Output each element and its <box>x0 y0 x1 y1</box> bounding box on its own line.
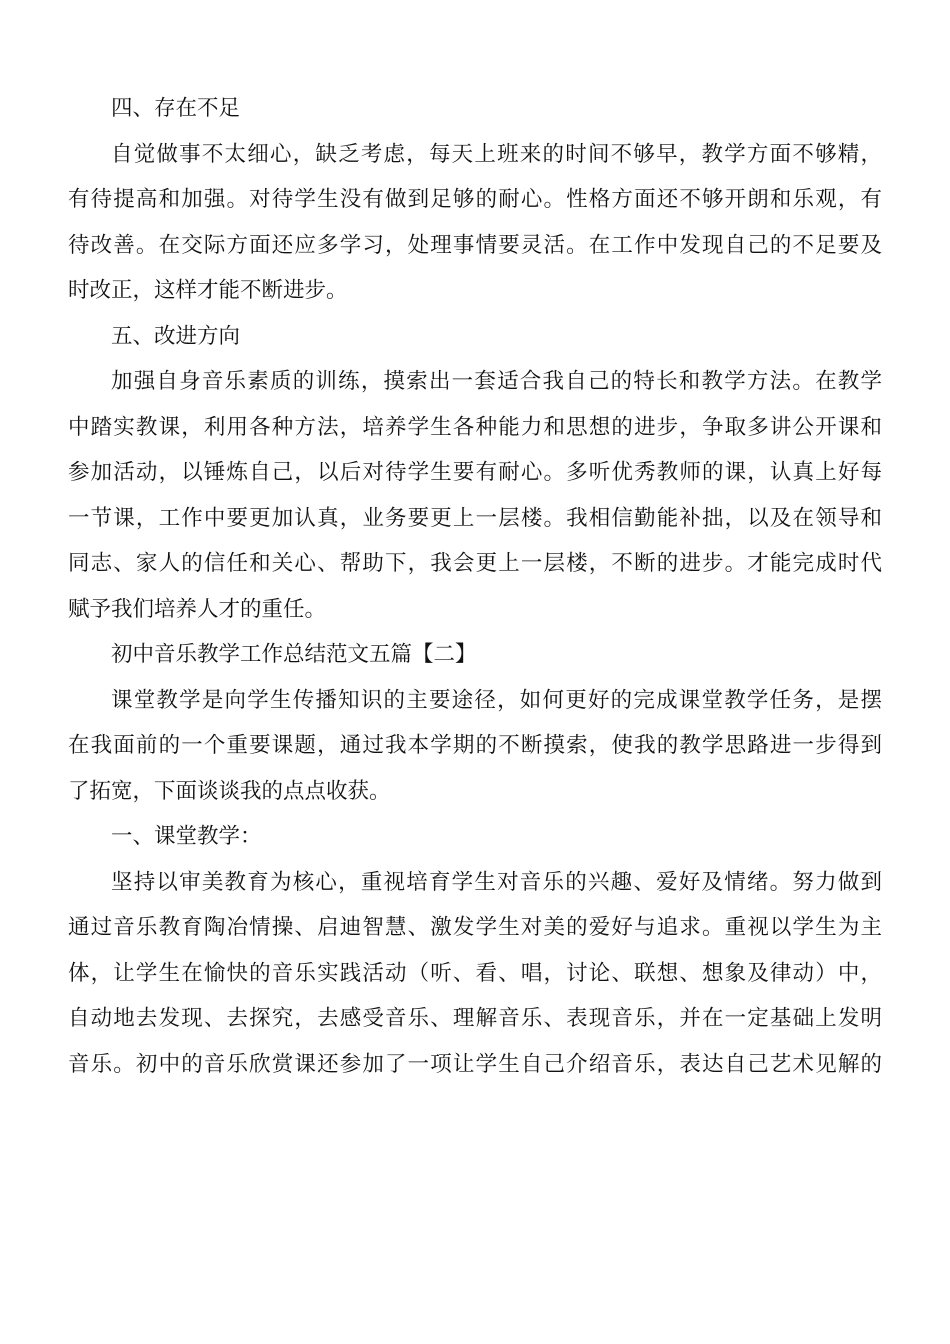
article-title-part-two: 初中音乐教学工作总结范文五篇【二】 <box>111 642 477 667</box>
paragraph-line: 中踏实教课，利用各种方法，培养学生各种能力和思想的进步，争取多讲公开课和 <box>68 414 882 440</box>
paragraph-line: 音乐。初中的音乐欣赏课还参加了一项让学生自己介绍音乐，表达自己艺术见解的 <box>68 1051 882 1077</box>
paragraph-line: 有待提高和加强。对待学生没有做到足够的耐心。性格方面还不够开朗和乐观，有 <box>68 187 882 212</box>
paragraph-line: 自觉做事不太细心，缺乏考虑，每天上班来的时间不够早，教学方面不够精， <box>111 141 882 167</box>
paragraph-line: 赋予我们培养人才的重任。 <box>68 596 327 622</box>
paragraph-improvement <box>68 359 882 632</box>
paragraph-line: 自动地去发现、去探究，去感受音乐、理解音乐、表现音乐，并在一定基础上发明 <box>68 1006 882 1031</box>
paragraph-line: 课堂教学是向学生传播知识的主要途径，如何更好的完成课堂教学任务，是摆 <box>111 687 882 713</box>
paragraph-line: 了拓宽，下面谈谈我的点点收获。 <box>68 778 391 804</box>
paragraph-shortcomings <box>68 132 882 314</box>
paragraph-line: 通过音乐教育陶冶情操、启迪智慧、激发学生对美的爱好与追求。重视以学生为主 <box>68 915 882 940</box>
paragraph-line: 加强自身音乐素质的训练，摸索出一套适合我自己的特长和教学方法。在教学 <box>111 369 882 394</box>
section-heading-shortcomings: 四、存在不足 <box>111 96 241 121</box>
paragraph-classroom-teaching <box>68 860 882 1088</box>
paragraph-line: 待改善。在交际方面还应多学习，处理事情要灵活。在工作中发现自己的不足要及 <box>68 232 882 258</box>
paragraph-line: 一节课，工作中要更加认真，业务要更上一层楼。我相信勤能补拙，以及在领导和 <box>68 505 882 531</box>
section-heading-classroom-teaching: 一、课堂教学： <box>111 824 262 849</box>
document-body <box>68 86 882 1087</box>
paragraph-line: 在我面前的一个重要课题，通过我本学期的不断摸索，使我的教学思路进一步得到 <box>68 733 882 758</box>
paragraph-line: 参加活动，以锤炼自己，以后对待学生要有耐心。多听优秀教师的课，认真上好每 <box>68 460 882 485</box>
paragraph-line: 同志、家人的信任和关心、帮助下，我会更上一层楼，不断的进步。才能完成时代 <box>68 551 882 576</box>
section-heading-improvement: 五、改进方向 <box>111 323 241 349</box>
paragraph-line: 坚持以审美教育为核心，重视培育学生对音乐的兴趣、爱好及情绪。努力做到 <box>111 869 882 895</box>
paragraph-introduction <box>68 678 882 815</box>
paragraph-line: 时改正，这样才能不断进步。 <box>68 278 348 303</box>
paragraph-line: 体，让学生在愉快的音乐实践活动（听、看、唱，讨论、联想、想象及律动）中， <box>68 960 882 986</box>
